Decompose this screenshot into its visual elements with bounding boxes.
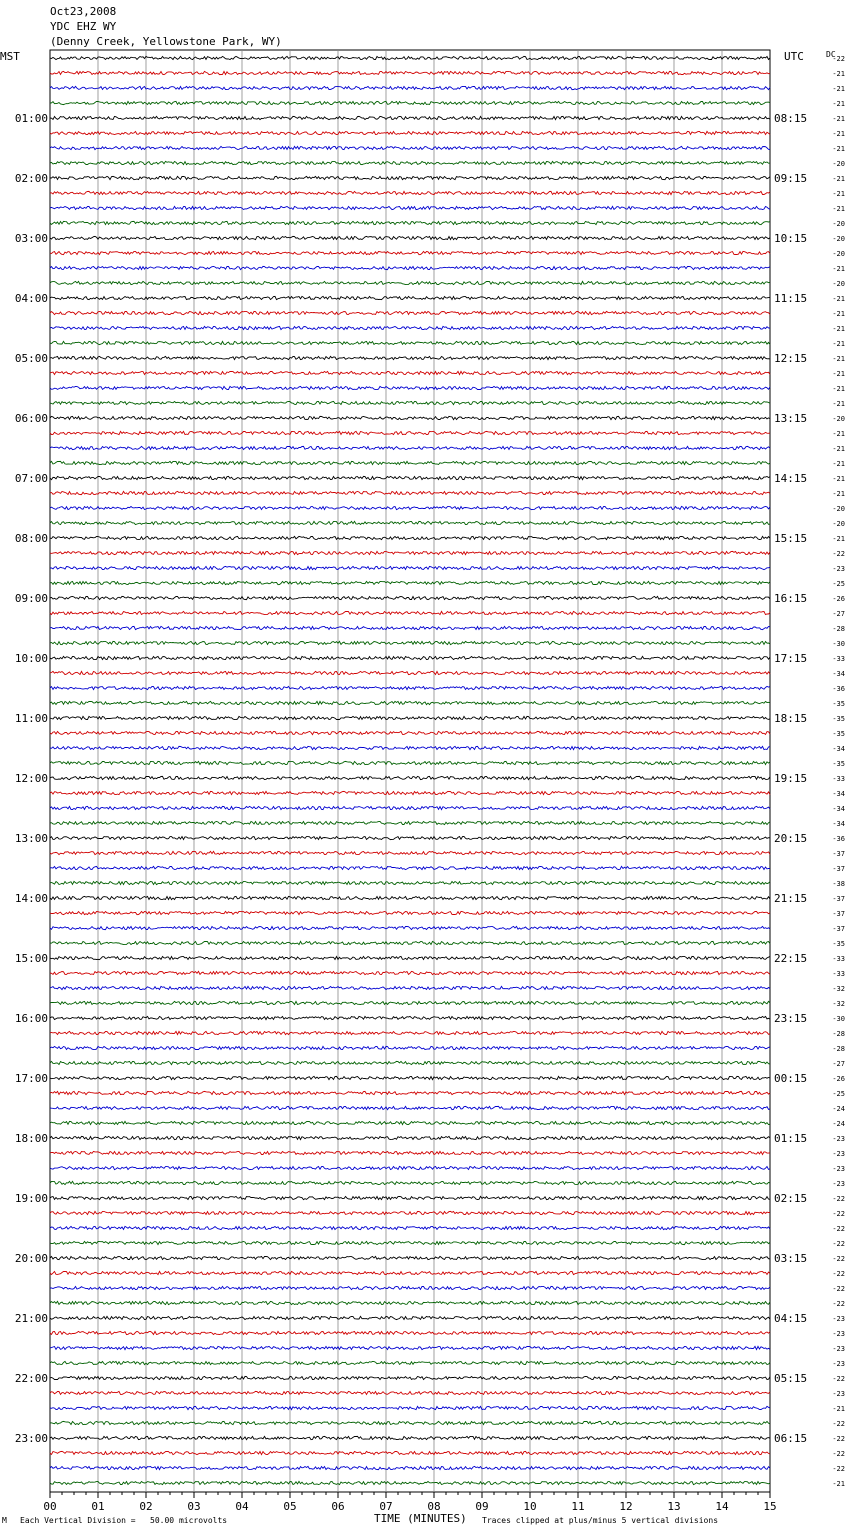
seismic-trace (50, 1406, 770, 1409)
seismic-trace (50, 521, 770, 524)
dc-offset-value: -23 (832, 1330, 845, 1338)
seismic-trace (50, 191, 770, 194)
seismic-trace (50, 1241, 770, 1244)
dc-offset-value: -28 (832, 625, 845, 633)
seismic-trace (50, 1121, 770, 1124)
seismic-trace (50, 836, 770, 839)
seismic-trace (50, 716, 770, 719)
seismic-trace (50, 461, 770, 464)
dc-offset-value: -20 (832, 250, 845, 258)
left-hour-label: 03:00 (14, 232, 48, 245)
dc-offset-value: -20 (832, 160, 845, 168)
dc-offset-value: -21 (832, 310, 845, 318)
seismic-trace (50, 446, 770, 449)
seismic-trace (50, 1256, 770, 1259)
right-hour-label: 10:15 (774, 232, 808, 245)
seismic-trace (50, 851, 770, 854)
dc-offset-value: -23 (832, 1150, 845, 1158)
seismic-trace (50, 671, 770, 674)
dc-offset-value: -23 (832, 1165, 845, 1173)
left-hour-label: 02:00 (14, 172, 48, 185)
seismic-trace (50, 386, 770, 389)
x-tick-label: 04 (235, 1500, 249, 1513)
seismic-trace (50, 551, 770, 554)
x-tick-label: 09 (475, 1500, 489, 1513)
dc-offset-value: -27 (832, 610, 845, 618)
x-tick-label: 14 (715, 1500, 729, 1513)
dc-offset-value: -21 (832, 265, 845, 273)
seismic-trace (50, 1091, 770, 1094)
x-tick-label: 11 (571, 1500, 585, 1513)
dc-offset-value: -20 (832, 520, 845, 528)
left-hour-label: 20:00 (14, 1252, 48, 1265)
dc-offset-value: -22 (832, 1210, 845, 1218)
dc-offset-value: -21 (832, 460, 845, 468)
seismic-trace (50, 881, 770, 884)
dc-offset-value: -28 (832, 1045, 845, 1053)
right-hour-label: 22:15 (774, 952, 808, 965)
left-hour-label: 15:00 (14, 952, 48, 965)
dc-offset-value: -22 (832, 1255, 845, 1263)
dc-offset-value: -21 (832, 145, 845, 153)
dc-offset-value: -37 (832, 895, 845, 903)
dc-offset-value: -21 (832, 445, 845, 453)
seismic-trace (50, 746, 770, 749)
dc-offset-value: -22 (832, 1435, 845, 1443)
seismic-trace (50, 1076, 770, 1079)
dc-offset-value: -35 (832, 760, 845, 768)
seismic-trace (50, 1361, 770, 1364)
dc-offset-header: DC (826, 50, 836, 59)
seismic-trace (50, 296, 770, 299)
seismic-trace (50, 1376, 770, 1379)
dc-offset-value: -37 (832, 925, 845, 933)
seismic-trace (50, 431, 770, 434)
seismic-trace (50, 371, 770, 374)
x-tick-label: 13 (667, 1500, 681, 1513)
seismic-trace (50, 596, 770, 599)
dc-offset-value: -34 (832, 745, 845, 753)
seismic-trace (50, 1451, 770, 1454)
seismic-trace (50, 731, 770, 734)
right-hour-label: 11:15 (774, 292, 808, 305)
left-hour-label: 06:00 (14, 412, 48, 425)
seismic-trace (50, 1421, 770, 1424)
left-timezone-label: MST (0, 50, 20, 63)
seismic-trace (50, 491, 770, 494)
dc-offset-value: -20 (832, 505, 845, 513)
seismic-trace (50, 1286, 770, 1289)
seismic-trace (50, 941, 770, 944)
seismic-trace (50, 536, 770, 539)
seismic-trace (50, 1481, 770, 1484)
seismic-trace (50, 221, 770, 224)
left-hour-label: 18:00 (14, 1132, 48, 1145)
right-hour-label: 04:15 (774, 1312, 808, 1325)
dc-offset-value: -21 (832, 190, 845, 198)
x-tick-label: 05 (283, 1500, 297, 1513)
left-hour-label: 12:00 (14, 772, 48, 785)
dc-offset-value: -34 (832, 820, 845, 828)
right-timezone-label: UTC (784, 50, 804, 63)
seismic-trace (50, 1031, 770, 1034)
right-hour-label: 16:15 (774, 592, 808, 605)
seismic-trace (50, 806, 770, 809)
dc-offset-value: -28 (832, 1030, 845, 1038)
dc-offset-value: -21 (832, 430, 845, 438)
dc-offset-value: -32 (832, 1000, 845, 1008)
dc-offset-value: -21 (832, 1405, 845, 1413)
dc-offset-value: -21 (832, 340, 845, 348)
seismic-trace (50, 686, 770, 689)
dc-offset-value: -21 (832, 175, 845, 183)
dc-offset-value: -22 (832, 1195, 845, 1203)
seismic-trace (50, 146, 770, 149)
dc-offset-value: -20 (832, 220, 845, 228)
dc-offset-value: -21 (832, 130, 845, 138)
seismic-trace (50, 926, 770, 929)
seismic-trace (50, 761, 770, 764)
dc-offset-value: -38 (832, 880, 845, 888)
seismic-trace (50, 266, 770, 269)
left-hour-label: 23:00 (14, 1432, 48, 1445)
dc-offset-value: -22 (832, 1450, 845, 1458)
dc-offset-value: -22 (832, 1285, 845, 1293)
seismic-trace (50, 1181, 770, 1184)
dc-offset-value: -33 (832, 775, 845, 783)
seismic-trace (50, 1166, 770, 1169)
seismic-trace (50, 341, 770, 344)
x-tick-label: 08 (427, 1500, 441, 1513)
dc-offset-value: -22 (832, 1375, 845, 1383)
right-hour-label: 01:15 (774, 1132, 808, 1145)
seismic-trace (50, 476, 770, 479)
dc-offset-value: -37 (832, 910, 845, 918)
dc-offset-value: -22 (832, 1420, 845, 1428)
dc-offset-value: -36 (832, 685, 845, 693)
seismic-trace (50, 866, 770, 869)
dc-offset-value: -21 (832, 370, 845, 378)
seismic-trace (50, 356, 770, 359)
left-hour-label: 10:00 (14, 652, 48, 665)
dc-offset-value: -22 (832, 1240, 845, 1248)
dc-offset-value: -21 (832, 355, 845, 363)
seismic-trace (50, 176, 770, 179)
left-hour-label: 11:00 (14, 712, 48, 725)
dc-offset-value: -34 (832, 670, 845, 678)
dc-offset-value: -21 (832, 400, 845, 408)
seismic-trace (50, 401, 770, 404)
dc-offset-value: -21 (832, 70, 845, 78)
dc-offset-value: -35 (832, 730, 845, 738)
seismic-trace (50, 1391, 770, 1394)
seismic-trace (50, 1226, 770, 1229)
dc-offset-value: -23 (832, 565, 845, 573)
x-tick-label: 12 (619, 1500, 633, 1513)
left-hour-label: 16:00 (14, 1012, 48, 1025)
left-hour-label: 09:00 (14, 592, 48, 605)
seismic-trace (50, 821, 770, 824)
seismic-trace (50, 326, 770, 329)
right-hour-label: 05:15 (774, 1372, 808, 1385)
seismic-trace (50, 1106, 770, 1109)
seismic-trace (50, 896, 770, 899)
left-hour-label: 21:00 (14, 1312, 48, 1325)
seismic-trace (50, 161, 770, 164)
seismic-trace (50, 626, 770, 629)
dc-offset-value: -20 (832, 280, 845, 288)
dc-offset-value: -33 (832, 970, 845, 978)
left-hour-label: 19:00 (14, 1192, 48, 1205)
seismic-trace (50, 1316, 770, 1319)
left-hour-label: 08:00 (14, 532, 48, 545)
dc-offset-value: -21 (832, 295, 845, 303)
x-tick-label: 06 (331, 1500, 345, 1513)
seismic-trace (50, 1001, 770, 1004)
dc-offset-value: -21 (832, 535, 845, 543)
x-tick-label: 10 (523, 1500, 537, 1513)
right-hour-label: 02:15 (774, 1192, 808, 1205)
seismic-trace (50, 1136, 770, 1139)
dc-offset-value: -22 (832, 55, 845, 63)
seismic-trace (50, 911, 770, 914)
dc-offset-value: -35 (832, 940, 845, 948)
left-hour-label: 22:00 (14, 1372, 48, 1385)
dc-offset-value: -24 (832, 1105, 845, 1113)
seismic-trace (50, 251, 770, 254)
dc-offset-value: -24 (832, 1120, 845, 1128)
dc-offset-value: -34 (832, 790, 845, 798)
x-tick-label: 07 (379, 1500, 393, 1513)
seismic-trace (50, 1016, 770, 1019)
station-location: (Denny Creek, Yellowstone Park, WY) (50, 35, 282, 48)
right-hour-label: 18:15 (774, 712, 808, 725)
dc-offset-value: -23 (832, 1135, 845, 1143)
right-hour-label: 09:15 (774, 172, 808, 185)
dc-offset-value: -21 (832, 205, 845, 213)
right-hour-label: 19:15 (774, 772, 808, 785)
dc-offset-value: -22 (832, 1225, 845, 1233)
dc-offset-value: -25 (832, 580, 845, 588)
seismic-trace (50, 1211, 770, 1214)
dc-offset-value: -21 (832, 100, 845, 108)
dc-offset-value: -23 (832, 1390, 845, 1398)
seismic-trace (50, 1346, 770, 1349)
x-tick-label: 02 (139, 1500, 153, 1513)
left-hour-label: 14:00 (14, 892, 48, 905)
dc-offset-value: -21 (832, 115, 845, 123)
seismic-trace (50, 416, 770, 419)
x-tick-label: 03 (187, 1500, 201, 1513)
dc-offset-value: -21 (832, 325, 845, 333)
dc-offset-value: -23 (832, 1315, 845, 1323)
seismic-trace (50, 86, 770, 89)
dc-offset-value: -26 (832, 595, 845, 603)
right-hour-label: 12:15 (774, 352, 808, 365)
dc-offset-value: -34 (832, 805, 845, 813)
dc-offset-value: -30 (832, 640, 845, 648)
seismic-trace (50, 131, 770, 134)
x-tick-label: 00 (43, 1500, 57, 1513)
dc-offset-value: -37 (832, 850, 845, 858)
dc-offset-value: -35 (832, 700, 845, 708)
dc-offset-value: -20 (832, 415, 845, 423)
dc-offset-value: -21 (832, 1480, 845, 1488)
right-hour-label: 20:15 (774, 832, 808, 845)
dc-offset-value: -20 (832, 235, 845, 243)
dc-offset-value: -23 (832, 1360, 845, 1368)
seismic-trace (50, 791, 770, 794)
plot-date: Oct23,2008 (50, 5, 117, 18)
seismic-trace (50, 956, 770, 959)
seismic-trace (50, 1466, 770, 1469)
dc-offset-value: -27 (832, 1060, 845, 1068)
dc-offset-value: -21 (832, 85, 845, 93)
left-hour-label: 17:00 (14, 1072, 48, 1085)
dc-offset-value: -21 (832, 490, 845, 498)
seismic-trace (50, 1436, 770, 1439)
dc-offset-value: -22 (832, 550, 845, 558)
left-hour-label: 07:00 (14, 472, 48, 485)
dc-offset-value: -35 (832, 715, 845, 723)
right-hour-label: 06:15 (774, 1432, 808, 1445)
right-hour-label: 08:15 (774, 112, 808, 125)
seismic-trace (50, 116, 770, 119)
left-hour-label: 01:00 (14, 112, 48, 125)
right-hour-label: 15:15 (774, 532, 808, 545)
seismic-trace (50, 1151, 770, 1154)
dc-offset-value: -26 (832, 1075, 845, 1083)
right-hour-label: 21:15 (774, 892, 808, 905)
dc-offset-value: -22 (832, 1300, 845, 1308)
seismic-trace (50, 986, 770, 989)
dc-offset-value: -36 (832, 835, 845, 843)
seismic-trace (50, 206, 770, 209)
x-axis-title: TIME (MINUTES) (374, 1512, 467, 1525)
dc-offset-value: -21 (832, 475, 845, 483)
dc-offset-value: -30 (832, 1015, 845, 1023)
right-hour-label: 13:15 (774, 412, 808, 425)
right-hour-label: 03:15 (774, 1252, 808, 1265)
seismic-trace (50, 236, 770, 239)
dc-offset-value: -32 (832, 985, 845, 993)
seismic-trace (50, 281, 770, 284)
right-hour-label: 14:15 (774, 472, 808, 485)
dc-offset-value: -23 (832, 1345, 845, 1353)
right-hour-label: 23:15 (774, 1012, 808, 1025)
footer-mark: M (2, 1516, 7, 1525)
dc-offset-value: -22 (832, 1465, 845, 1473)
left-hour-label: 04:00 (14, 292, 48, 305)
seismic-trace (50, 971, 770, 974)
left-hour-label: 05:00 (14, 352, 48, 365)
dc-offset-value: -33 (832, 655, 845, 663)
seismic-trace (50, 566, 770, 569)
dc-offset-value: -21 (832, 385, 845, 393)
footer-scale-note: Each Vertical Division = 50.00 microvolts (20, 1516, 228, 1525)
seismic-trace (50, 641, 770, 644)
dc-offset-value: -23 (832, 1180, 845, 1188)
station-code: YDC EHZ WY (50, 20, 117, 33)
right-hour-label: 17:15 (774, 652, 808, 665)
seismic-trace (50, 71, 770, 74)
footer-clip-note: Traces clipped at plus/minus 5 vertical divisions (482, 1516, 719, 1525)
seismic-trace (50, 656, 770, 659)
seismic-trace (50, 311, 770, 314)
seismic-trace (50, 776, 770, 779)
x-tick-label: 01 (91, 1500, 105, 1513)
dc-offset-value: -33 (832, 955, 845, 963)
dc-offset-value: -25 (832, 1090, 845, 1098)
dc-offset-value: -37 (832, 865, 845, 873)
seismic-trace (50, 1196, 770, 1199)
dc-offset-value: -22 (832, 1270, 845, 1278)
seismic-trace (50, 1271, 770, 1274)
seismic-trace (50, 506, 770, 509)
seismic-trace (50, 1331, 770, 1334)
seismic-trace (50, 701, 770, 704)
seismic-trace (50, 1061, 770, 1064)
seismic-trace (50, 1301, 770, 1304)
seismic-trace (50, 56, 770, 59)
seismic-trace (50, 611, 770, 614)
left-hour-label: 13:00 (14, 832, 48, 845)
seismic-trace (50, 1046, 770, 1049)
seismic-trace (50, 101, 770, 104)
seismic-trace (50, 581, 770, 584)
x-tick-label: 15 (763, 1500, 777, 1513)
right-hour-label: 00:15 (774, 1072, 808, 1085)
